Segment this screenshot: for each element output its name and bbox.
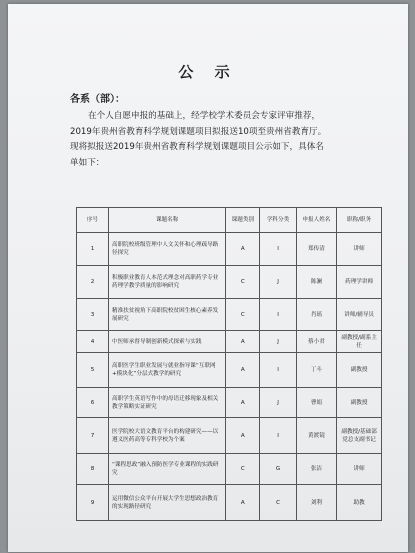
cell-discipline: I <box>260 418 296 454</box>
cell-project-name: 高职医学生职业发展与就业指导课“互联网+模块化”分层式教学的研究 <box>108 353 225 388</box>
cell-project-name: 高职学生英语写作中的母语迁移现象及相关教学策略实证研究 <box>108 388 225 418</box>
cell-index: 3 <box>77 299 109 331</box>
cell-applicant: 肖瑶 <box>296 299 337 331</box>
notice-line-3: 现将拟报送2019年贵州省教育科学规划课题项目公示如下，具体名 <box>70 142 324 152</box>
cell-category: A <box>226 418 260 454</box>
header-discipline: 学科分类 <box>260 208 296 233</box>
cell-applicant: 曹娟 <box>296 388 337 418</box>
table-row <box>77 299 382 331</box>
cell-applicant: 黄渡镜 <box>296 418 337 454</box>
cell-project-name: 积极职业教育人本范式理念对高职药学专业药理学教学质量的影响研究 <box>108 266 225 299</box>
cell-project-name: 精准扶贫视角下高职院校贫困生核心素养发展研究 <box>108 299 225 331</box>
cell-index: 4 <box>77 331 109 353</box>
notice-line-4: 单如下： <box>70 157 105 168</box>
cell-index: 9 <box>77 485 109 521</box>
cell-applicant: 陈澜 <box>296 266 337 299</box>
cell-category: A <box>226 233 260 266</box>
table-row <box>77 418 382 454</box>
cell-discipline: I <box>260 353 296 388</box>
cell-title-position: 讲师/辅导员 <box>337 299 382 331</box>
cell-index: 8 <box>77 454 109 485</box>
addressee: 各系（部）： <box>70 94 125 105</box>
table-row <box>77 388 382 418</box>
cell-applicant: 丁斗 <box>296 353 337 388</box>
cell-category: A <box>226 353 260 388</box>
table-row <box>77 233 382 266</box>
cell-category: C <box>226 454 260 485</box>
header-title-position: 职称/职务 <box>337 208 382 233</box>
table-row <box>77 331 382 353</box>
table-row <box>77 266 382 299</box>
cell-discipline: J <box>260 331 296 353</box>
cell-index: 1 <box>77 233 109 266</box>
cell-discipline: J <box>260 388 296 418</box>
cell-title-position: 副教授/基础部党总支副书记 <box>337 418 382 454</box>
cell-project-name: 中医师承督导制创新模式探索与实践 <box>108 331 225 353</box>
table-header-row <box>77 208 382 233</box>
cell-applicant: 郑传清 <box>296 233 337 266</box>
cell-discipline: C <box>260 485 296 521</box>
cell-applicant: 张洁 <box>296 454 337 485</box>
cell-title-position: 助教 <box>337 485 382 521</box>
cell-applicant: 蔡小君 <box>296 331 337 353</box>
cell-discipline: G <box>260 454 296 485</box>
cell-category: A <box>226 485 260 521</box>
notice-body <box>70 109 385 171</box>
cell-project-name: 运用微信公众平台开展大学生思想政治教育的实现路径研究 <box>108 485 225 521</box>
cell-discipline: I <box>260 299 296 331</box>
cell-title-position: 讲师 <box>337 233 382 266</box>
table-row <box>77 353 382 388</box>
cell-title-position: 讲师 <box>337 454 382 485</box>
table-row <box>77 485 382 521</box>
cell-category: C <box>226 299 260 331</box>
document-title: 公 示 <box>178 63 238 81</box>
cell-title-position: 副教授 <box>337 353 382 388</box>
notice-line-2: 2019年贵州省教育科学规划课题项目拟报送10项至贵州省教育厅。 <box>70 126 327 137</box>
notice-line-1: 在个人自愿申报的基础上，经学校学术委员会专家评审推荐， <box>88 111 321 121</box>
header-category: 课题类别 <box>226 208 260 233</box>
cell-index: 5 <box>77 353 109 388</box>
cell-index: 2 <box>77 266 109 299</box>
header-index: 序号 <box>77 208 109 233</box>
cell-category: A <box>226 388 260 418</box>
document-page <box>8 4 408 552</box>
header-project-name: 课题名称 <box>108 208 225 233</box>
cell-applicant: 刘利 <box>296 485 337 521</box>
cell-index: 7 <box>77 418 109 454</box>
cell-category: A <box>226 331 260 353</box>
cell-category: C <box>226 266 260 299</box>
cell-index: 6 <box>77 388 109 418</box>
cell-project-name: 医学院校大语文教育平台的构建研究——以遵义医药高等专科学校为个案 <box>108 418 225 454</box>
cell-discipline: I <box>260 233 296 266</box>
header-applicant: 申报人姓名 <box>296 208 337 233</box>
cell-title-position: 副教授/副系主任 <box>337 331 382 353</box>
project-table <box>76 207 382 521</box>
cell-project-name: “课程思政”融入预防医学专业课程的实践研究 <box>108 454 225 485</box>
table-row <box>77 454 382 485</box>
cell-title-position: 药理学讲师 <box>337 266 382 299</box>
cell-discipline: J <box>260 266 296 299</box>
cell-title-position: 副教授 <box>337 388 382 418</box>
cell-project-name: 高职院校班级管理中人文关怀和心理疏导路径探究 <box>108 233 225 266</box>
